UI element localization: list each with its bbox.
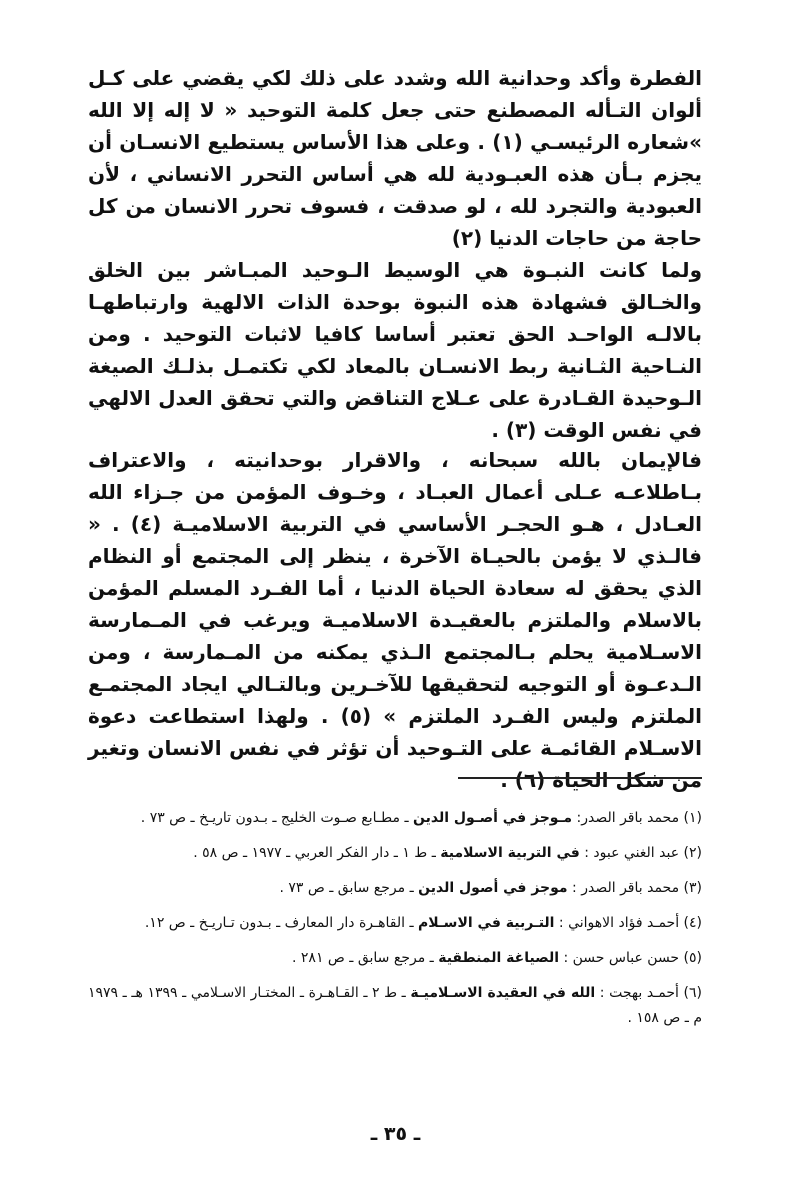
footnote-suffix: ـ ط ١ ـ دار الفكر العربي ـ ١٩٧٧ ـ ص ٥٨ . (193, 845, 441, 861)
footnote-suffix: ـ مطـابع صـوت الخليج ـ بـدون تاريـخ ـ ص ٧٣ . (140, 810, 414, 826)
footnote-title: في التربية الاسلامية (440, 845, 580, 861)
paragraph-text: فالإيمان بالله سبحانه ، والاقرار بوحدانيته ، والاعتراف بـاطلاعـه عـلى أعمال العبـاد ، وخـوف المؤمن من جـزاء الله العـادل ، هـو الحجـر الأساسي في التربية الاسلاميـة (٤) . « فالـذي لا يؤمن بالحيـاة الآخرة ، ينظر إلى المجتمع أو النظام الذي يحقق له سعادة الحياة الدنيا ، أما الفـرد المسلم المؤمن بالاسلام والملتزم بالعقيـدة الاسلاميـة ويرغب في المـمارسة الاسـلامية يحلم بـالمجتمع الـذي يمكنه من المـمارسة ، ومن الـدعـوة أو التوجيه لتحقيقها للآخـرين وبالتـالي ايجاد المجتمـع الملتزم وليس الفـرد الملتزم » (٥) . ولهذا استطاعت دعوة الاسـلام القائمـة على التـوحيد أن تؤثر في نفس الانسان وتغير من شكل الحياة (٦) . (88, 448, 702, 792)
footnote-prefix: (١) محمد باقر الصدر: (572, 810, 702, 826)
footnote-title: الصياغة المنطقية (438, 950, 560, 966)
footnote-separator (458, 777, 702, 779)
footnote (88, 946, 702, 971)
footnote-prefix: (٢) عبد الغني عبود : (579, 845, 702, 861)
footnote (88, 841, 702, 866)
footnote-suffix: ـ ط ٢ ـ القـاهـرة ـ المختـار الاسـلامي ـ ١٣٩٩ هـ ـ ١٩٧٩ م ـ ص ١٥٨ . (88, 985, 702, 1026)
footnote-title: التـربية في الاسـلام (418, 915, 555, 931)
paragraph-text: ولما كانت النبـوة هي الوسيط الـوحيد المبـاشر بين الخلق والخـالق فشهادة هذه النبوة بوحدة الذات الالهية وارتباطهـا بالالـه الواحـد الحق تعتبر أساسا كافيا لاثبات التوحيد . ومن النـاحية الثـانية ربط الانسـان بالمعاد لكي تكتمـل بذلـك الصيغة الـوحيدة القـادرة على عـلاج التناقض والتي تحقق العدل الالهي في نفس الوقت (٣) . (88, 258, 702, 442)
paragraph-text: الفطرة وأكد وحدانية الله وشدد على ذلك لكي يقضي على كـل ألوان التـأله المصطنع حتى جعل كلمة التوحيد « لا إله إلا الله »شعاره الرئيسـي (١) . وعلى هذا الأساس يستطيع الانسـان أن يجزم بـأن هذه العبـودية لله هي أساس التحرر الانساني ، لأن العبودية والتجرد لله ، لو صدقت ، فسوف تحرر الانسان من كل حاجة من حاجات الدنيا (٢) (88, 66, 702, 250)
footnote-suffix: ـ القاهـرة دار المعارف ـ بـدون تـاريـخ ـ ص ١٢. (144, 915, 418, 931)
footnote (88, 806, 702, 831)
footnotes (88, 806, 702, 1041)
footnote (88, 981, 702, 1031)
footnote-prefix: (٦) أحمـد بهجت : (595, 985, 702, 1001)
footnote-prefix: (٥) حسن عباس حسن : (559, 950, 702, 966)
footnote (88, 876, 702, 901)
footnote-title: مـوجز في أصـول الدين (413, 810, 573, 826)
body-paragraph (88, 254, 702, 446)
footnote-prefix: (٤) أحمـد فؤاد الاهواني : (554, 915, 702, 931)
footnote (88, 911, 702, 936)
body-paragraph (88, 62, 702, 254)
body-paragraph (88, 444, 702, 796)
footnote-prefix: (٣) محمد باقر الصدر : (567, 880, 702, 896)
page-number: ـ ٣٥ ـ (370, 1123, 421, 1145)
footnote-suffix: ـ مرجع سابق ـ ص ٢٨١ . (292, 950, 439, 966)
footnote-title: موجز في أصول الدين (418, 880, 568, 896)
footnote-suffix: ـ مرجع سابق ـ ص ٧٣ . (279, 880, 419, 896)
footnote-title: الله في العقيدة الاسـلاميـة (410, 985, 596, 1001)
